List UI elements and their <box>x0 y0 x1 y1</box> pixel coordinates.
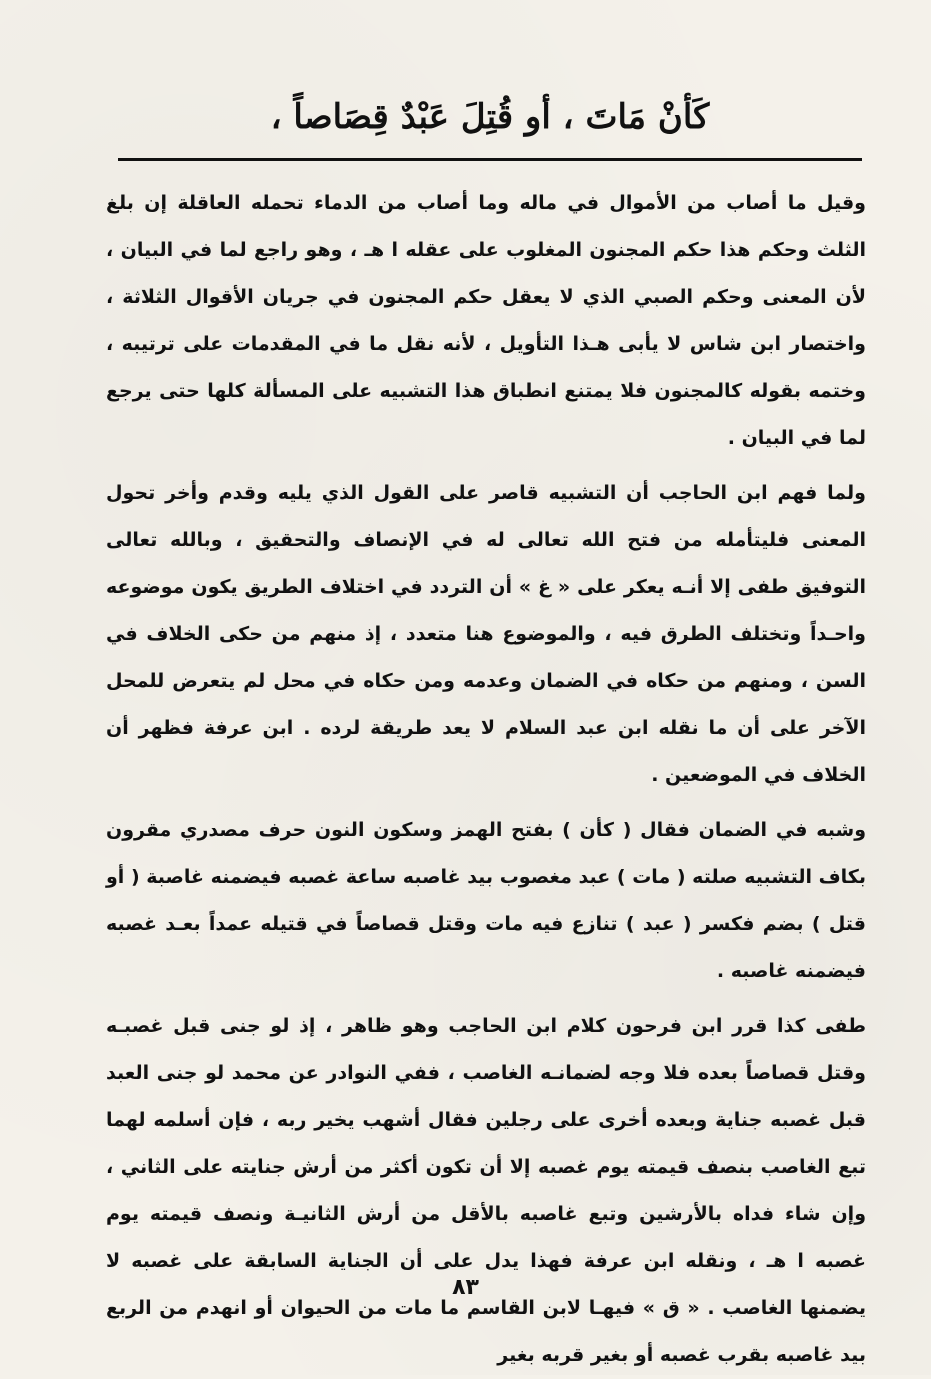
paragraph-3: وشبه في الضمان فقال ( كأن ) بفتح الهمز وسكون النون حرف مصدري مقرون بكاف التشبيه صلته ( مات ) عبد مغصوب بيد غاصبه ساعة غصبه فيضمنه غاصبة ( أو قتل ) بضم فكسر ( عبد ) تنازع فيه مات وقتل قصاصاً في قتيله عمداً بعـد غصبه فيضمنه غاصبه . <box>106 819 866 982</box>
page-number: ٨٣ <box>452 1275 479 1300</box>
page-header-title: كَأنْ مَاتَ ، أو قُتِلَ عَبْدٌ قِصَاصاً ، <box>270 97 710 137</box>
header-divider <box>118 158 862 161</box>
paragraph-2: ولما فهم ابن الحاجب أن التشبيه قاصر على القول الذي يليه وقدم وأخر تحول المعنى فليتأمله من فتح الله تعالى له في الإنصاف والتحقيق ، وبالله تعالى التوفيق طفى إلا أنـه يعكر على « غ » أن التردد في اختلاف الطريق يكون موضوعه واحـداً وتختلف الطرق فيه ، والموضوع هنا متعدد ، إذ منهم من حكى الخلاف في السن ، ومنهم من حكاه في الضمان وعدمه ومن حكاه في محل لم يتعرض للمحل الآخر على أن ما نقله ابن عبد السلام لا يعد طريقة لرده . ابن عرفة فظهر أن الخلاف في الموضعين . <box>106 482 866 786</box>
paragraph-4: طفى كذا قرر ابن فرحون كلام ابن الحاجب وهو ظاهر ، إذ لو جنى قبل غصبـه وقتل قصاصاً بعده فلا وجه لضمانـه الغاصب ، ففي النوادر عن محمد لو جنى العبد قبل غصبه جناية وبعده أخرى على رجلين فقال أشهب يخير ربه ، فإن أسلمه لهما تبع الغاصب بنصف قيمته يوم غصبه إلا أن تكون أكثر من أرش جنايته على الثاني ، وإن شاء فداه بالأرشين وتبع غاصبه بالأقل من أرش الثانيـة ونصف قيمته يوم غصبه ا هـ ، ونقله ابن عرفة فهذا يدل على أن الجناية السابقة على غصبه لا يضمنها الغاصب . « ق » فيهـا لابن القاسم ما مات من الحيوان أو انهدم من الربع بيد غاصبه بقرب غصبه أو بغير قربه بغير <box>106 1015 866 1366</box>
paragraph-1: وقيل ما أصاب من الأموال في ماله وما أصاب من الدماء تحمله العاقلة إن بلغ الثلث وحكم هذا حكم المجنون المغلوب على عقله ا هـ ، وهو راجع لما في البيان ، لأن المعنى وحكم الصبي الذي لا يعقل حكم المجنون في جريان الأقوال الثلاثة ، واختصار ابن شاس لا يأبى هـذا التأويل ، لأنه نقل ما في المقدمات على ترتيبه ، وختمه بقوله كالمجنون فلا يمتنع انطباق هذا التشبيه على المسألة كلها حتى يرجع لما في البيان . <box>106 192 866 449</box>
main-text-body <box>106 180 866 1379</box>
